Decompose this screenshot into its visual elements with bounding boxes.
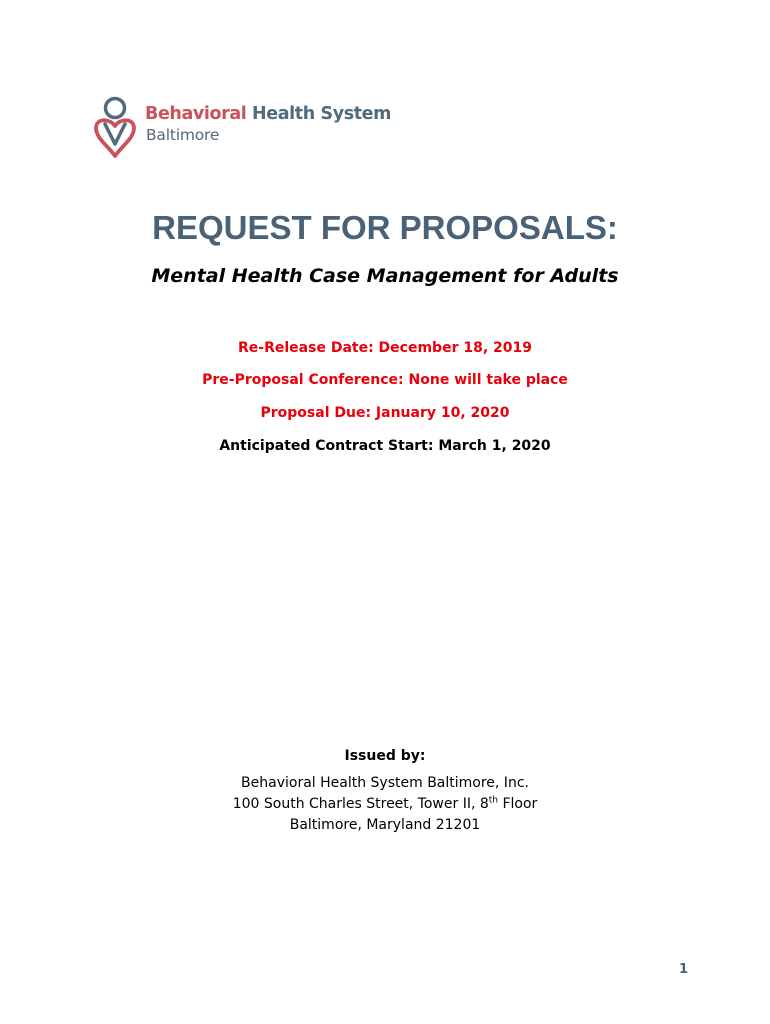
street-main: 100 South Charles Street, Tower II, 8 [232,796,489,812]
logo-name-part2: Health System [252,104,391,124]
issuer-street-address [0,794,770,814]
issuer-organization: Behavioral Health System Baltimore, Inc. [241,775,529,791]
logo-city: Baltimore [146,126,220,144]
document-title: REQUEST FOR PROPOSALS: [152,209,618,246]
logo-organization-name [145,104,391,124]
document-subtitle: Mental Health Case Management for Adults [151,265,619,287]
contract-start-date: Anticipated Contract Start: March 1, 2020 [219,438,551,454]
proposal-due-date: Proposal Due: January 10, 2020 [260,405,510,421]
organization-logo [88,92,391,162]
issued-by-heading: Issued by: [344,748,426,764]
floor-ordinal-suffix: th [488,795,498,806]
page-number: 1 [678,962,688,977]
person-heart-icon [88,92,144,162]
logo-name-part1: Behavioral [145,104,247,124]
rerelease-date: Re-Release Date: December 18, 2019 [238,340,532,356]
street-floor: Floor [498,796,538,812]
issuer-city-state-zip: Baltimore, Maryland 21201 [289,817,481,833]
pre-proposal-conference: Pre-Proposal Conference: None will take place [202,372,568,388]
